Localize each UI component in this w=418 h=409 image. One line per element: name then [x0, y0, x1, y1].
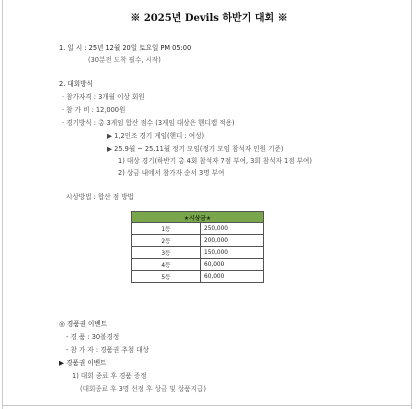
prize-rank: 4등	[132, 259, 201, 271]
prize-row	[132, 235, 264, 247]
prize-amount: 60,000	[201, 259, 264, 271]
prize-amount: 200,000	[201, 235, 264, 247]
raffle-step-1: 1) 대회 종료 후 경품 증정	[72, 372, 147, 380]
game-method-line: · 경기방식 : 총 3게임 합산 점수 (3게임 대상은 핸디캡 적용)	[62, 119, 235, 127]
raffle-participant-line: - 참 가 자 : 경품권 추첨 대상	[66, 346, 149, 354]
prize-rank: 5등	[132, 271, 201, 283]
awards-method-line: 시상방법 : 합산 점 방법	[66, 193, 134, 201]
prize-rank: 3등	[132, 247, 201, 259]
prize-rank: 2등	[132, 235, 201, 247]
participants-line: · 참가자격 : 3개월 이상 회원	[62, 93, 145, 101]
prize-row	[132, 223, 264, 235]
prize-row	[132, 247, 264, 259]
prize-amount: 60,000	[201, 271, 264, 283]
document-title: ※ 2025년 Devils 하반기 대회 ※	[130, 13, 288, 24]
prize-amount: 150,000	[201, 247, 264, 259]
raffle-prize-line: - 경 품 : 30볼경정	[66, 333, 120, 341]
entry-fee-line: · 참 가 비 : 12,000원	[62, 106, 126, 114]
prize-row	[132, 259, 264, 271]
prize-row	[132, 271, 264, 283]
method-bullet-1: ▶ 1,2인조 경기 게임(핸디 : 여성)	[107, 132, 205, 140]
prize-table-header: ★시상금★	[132, 212, 264, 223]
schedule-note: (30분전 도착 필수, 시작)	[88, 56, 161, 64]
method-sub-2: 2) 상금 내에서 참가자 순서 3명 부여	[118, 169, 225, 177]
schedule-line: 1. 일 시 : 25년 12월 20일 토요일 PM 05:00	[59, 44, 192, 52]
raffle-step-note: (대회종료 후 3명 선정 후 상금 및 상품지급)	[80, 385, 206, 393]
page-border-bottom	[2, 405, 412, 406]
page-border-right	[411, 0, 412, 409]
method-bullet-2: ▶ 25.9월 ~ 25.11월 정기 모임(정기 모임 참석자 인원 기준)	[107, 145, 284, 153]
page-border-left	[2, 0, 3, 409]
prize-amount: 250,000	[201, 223, 264, 235]
prize-table	[131, 211, 264, 283]
format-heading: 2. 대회방식	[59, 80, 93, 88]
raffle-heading: ◎ 경품권 이벤트	[59, 320, 108, 328]
method-sub-1: 1) 대상 경기(하반기 총 4회 참석자 7점 부여, 3회 참석자 1점 부여)	[118, 157, 312, 165]
prize-table-header-row	[132, 212, 264, 223]
prize-rank: 1등	[132, 223, 201, 235]
raffle-heading-2: ▶ 경품권 이벤트	[59, 359, 107, 367]
